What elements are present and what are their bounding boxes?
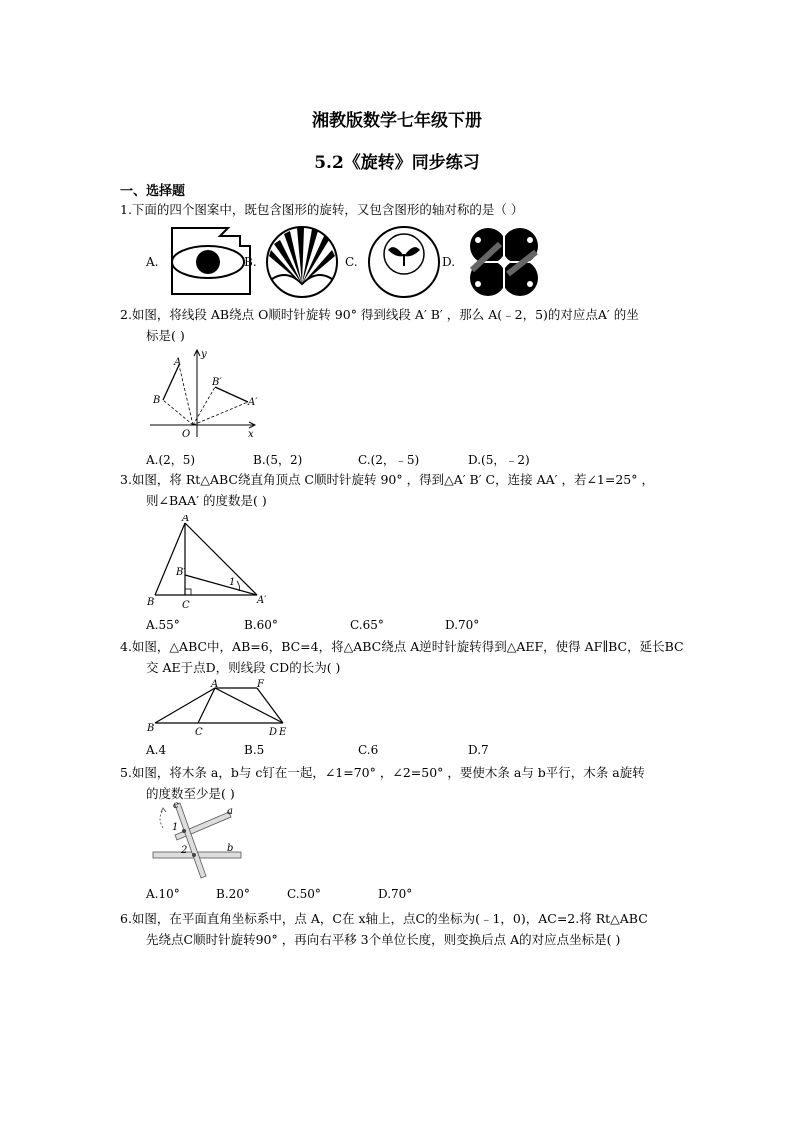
- page-title: 湘教版数学七年级下册: [312, 111, 482, 131]
- q3-option-b: B.60°: [244, 618, 278, 632]
- q1-pattern-d-clover: [464, 224, 544, 300]
- q6-line1: 6.如图，在平面直角坐标系中，点 A，C在 x轴上，点C的坐标为(﹣1，0)，AC=2.将 Rt△ABC: [120, 911, 648, 926]
- q1-pattern-b-rays: [262, 224, 342, 300]
- q4-option-c: C.6: [358, 743, 379, 757]
- q3-label-b-prime: B′: [176, 567, 186, 578]
- q2-label-o: O: [182, 429, 191, 440]
- q4-line1: 4.如图，△ABC中，AB=6，BC=4，将△ABC绕点 A逆时针旋转得到△AEF，使得 AF∥BC，延长BC: [120, 639, 684, 654]
- q4-option-d: D.7: [468, 743, 489, 757]
- q1-pattern-c-sprout: [364, 224, 444, 300]
- q2-label-a-prime: A′: [248, 397, 258, 408]
- q4-label-b: B: [147, 723, 155, 734]
- q2-label-a: A: [174, 357, 182, 368]
- q3-option-a: A.55°: [146, 618, 180, 632]
- q5-line1: 5.如图，将木条 a，b与 c钉在一起，∠1=70° ，∠2=50° ，要使木条 a与 b平行，木条 a旋转: [120, 765, 645, 780]
- q2-label-b-prime: B′: [212, 377, 222, 388]
- q5-label-angle-2: 2: [181, 845, 188, 856]
- q3-label-c: C: [182, 600, 190, 610]
- section-heading: 一、选择题: [120, 184, 186, 199]
- q4-figure: [145, 678, 295, 738]
- q3-option-c: C.65°: [350, 618, 384, 632]
- q4-label-f: F: [257, 679, 264, 690]
- q4-option-b: B.5: [244, 743, 265, 757]
- q2-option-a: A.(2，5): [146, 453, 196, 467]
- q5-option-d: D.70°: [378, 887, 413, 901]
- q2-option-d: D.(5，﹣2): [468, 453, 530, 467]
- q5-figure: [145, 800, 245, 882]
- q4-label-d: D: [269, 727, 278, 738]
- q4-option-a: A.4: [146, 743, 167, 757]
- q2-option-b: B.(5，2): [253, 453, 303, 467]
- q5-option-a: A.10°: [146, 887, 180, 901]
- q5-option-b: B.20°: [216, 887, 250, 901]
- question-2-text: [120, 304, 710, 346]
- q4-label-e: E: [279, 727, 287, 738]
- q4-label-a: A: [211, 679, 219, 690]
- q3-label-angle-1: 1: [229, 577, 236, 588]
- q5-option-c: C.50°: [287, 887, 321, 901]
- q3-line2: 则∠BAA′ 的度数是( ): [146, 493, 267, 508]
- q1-option-d: D.: [442, 255, 456, 269]
- q5-label-b: b: [227, 843, 234, 854]
- q3-line1: 3.如图，将 Rt△ABC绕直角顶点 C顺时针旋转 90° ，得到△A′ B′ C，连接 AA′ ，若∠1=25° ，: [120, 472, 654, 487]
- q5-label-a: a: [227, 806, 233, 817]
- question-1-text: 1.下面的四个图案中，既包含图形的旋转，又包含图形的轴对称的是（ ）: [120, 202, 524, 217]
- q2-line2: 标是( ): [146, 328, 185, 343]
- q1-option-c: C.: [345, 255, 358, 269]
- q2-option-c: C.(2，﹣5): [358, 453, 420, 467]
- question-6-text: [120, 908, 710, 950]
- q1-option-a: A.: [146, 255, 159, 269]
- q5-label-angle-1: 1: [172, 822, 179, 833]
- q2-figure: [145, 345, 260, 440]
- q5-label-c: c: [173, 800, 179, 811]
- q2-line1: 2.如图，将线段 AB绕点 O顺时针旋转 90° 得到线段 A′ B′ ，那么 A(﹣2，5)的对应点A′ 的坐: [120, 307, 639, 322]
- q2-label-y: y: [201, 349, 207, 360]
- question-4-text: [120, 636, 710, 678]
- q3-label-a-prime: A′: [257, 595, 267, 606]
- q1-option-b: B.: [244, 255, 257, 269]
- question-5-text: [120, 762, 710, 804]
- q1-pattern-a-eye: [168, 224, 256, 300]
- q3-label-a: A: [182, 515, 190, 524]
- q3-option-d: D.70°: [445, 618, 480, 632]
- q2-label-b: B: [153, 395, 161, 406]
- q3-label-b: B: [147, 597, 155, 608]
- q2-label-x: x: [248, 429, 254, 440]
- q3-figure: [145, 515, 270, 610]
- question-3-text: [120, 469, 710, 511]
- q5-line2: 的度数至少是( ): [146, 786, 235, 801]
- q4-label-c: C: [195, 727, 203, 738]
- page-subtitle: 5.2《旋转》同步练习: [314, 153, 480, 173]
- q6-line2: 先绕点C顺时针旋转90° ，再向右平移 3个单位长度，则变换后点 A的对应点坐标是( ): [146, 932, 621, 947]
- q4-line2: 交 AE于点D，则线段 CD的长为( ): [146, 660, 341, 675]
